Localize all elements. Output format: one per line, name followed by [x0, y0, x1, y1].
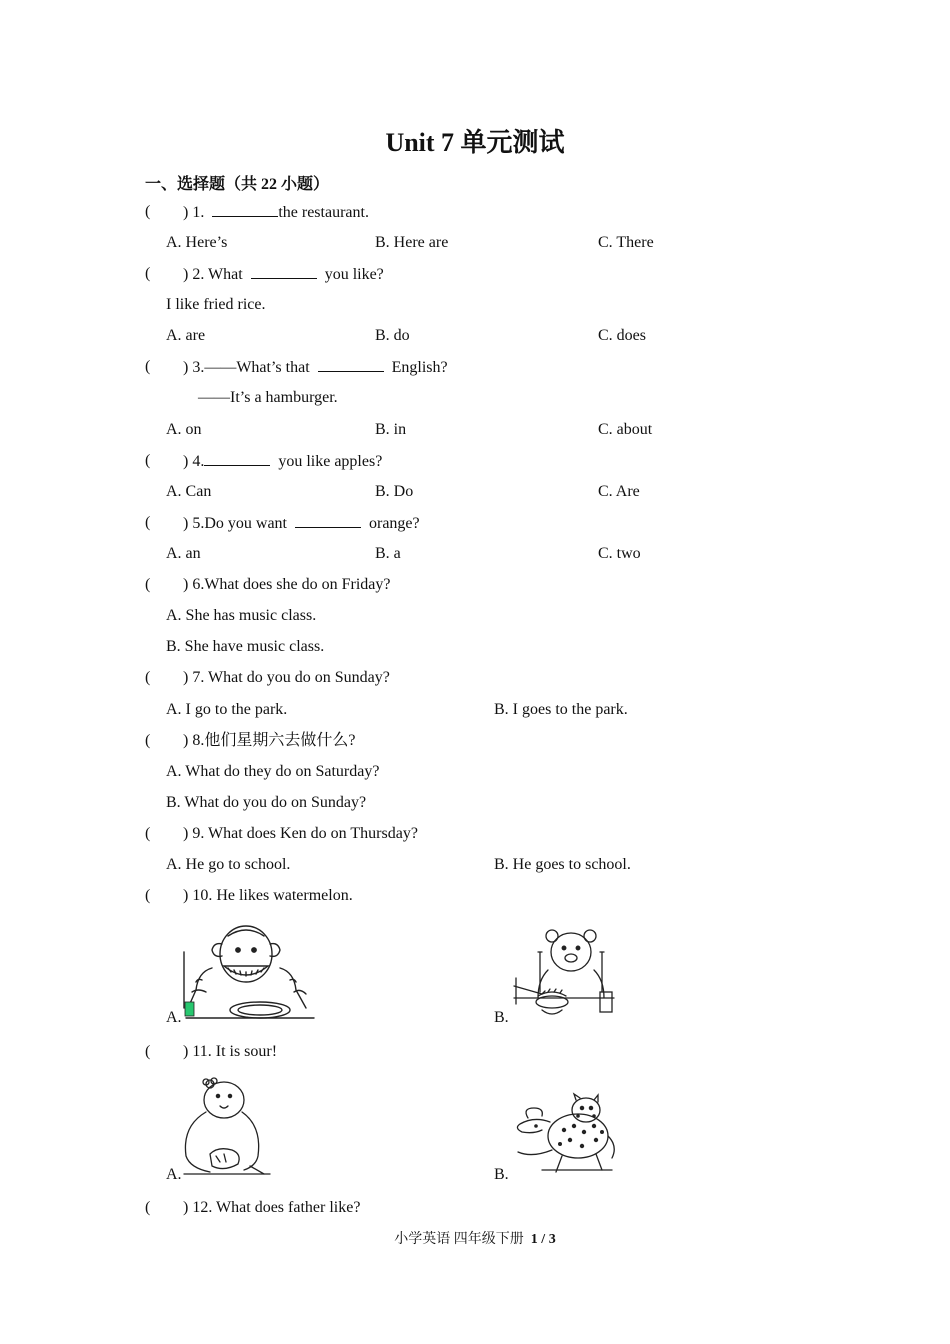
answer-blank[interactable] — [295, 513, 361, 528]
footer-text: 小学英语 四年级下册 — [394, 1232, 524, 1247]
answer-paren: ( — [145, 1199, 151, 1216]
answer-blank[interactable] — [251, 264, 317, 279]
option-a[interactable]: A. I go to the park. — [166, 701, 288, 718]
option-b[interactable]: B. — [494, 1166, 509, 1183]
page-separator: / — [541, 1232, 546, 1247]
option-c[interactable]: C. Are — [598, 483, 640, 500]
answer-blank[interactable] — [318, 357, 384, 372]
answer-blank[interactable] — [204, 451, 270, 466]
question-5 — [0, 513, 950, 533]
option-a[interactable]: A. What do they do on Saturday? — [166, 763, 380, 780]
question-stem: ) 8.他们星期六去做什么? — [183, 732, 356, 749]
answer-paren: ( — [145, 887, 151, 904]
option-b[interactable]: B. do — [375, 327, 410, 344]
answer-paren: ( — [145, 358, 151, 375]
option-b[interactable]: B. Here are — [375, 234, 449, 251]
question-2-options — [0, 326, 950, 346]
answer-paren: ( — [145, 203, 151, 220]
question-8 — [0, 731, 950, 751]
question-4-options — [0, 482, 950, 502]
option-a[interactable]: A. She has music class. — [166, 607, 317, 624]
monkey-eating-watermelon-icon[interactable] — [182, 922, 317, 1022]
bear-at-table-icon[interactable] — [512, 926, 622, 1022]
section-heading: 一、选择题（共 22 小题） — [145, 176, 330, 193]
answer-paren: ( — [145, 514, 151, 531]
question-stem: ) 7. What do you do on Sunday? — [183, 669, 390, 686]
question-6 — [0, 575, 950, 595]
question-stem: ) 4. you like apples? — [183, 453, 383, 470]
question-stem: ) 3.——What’s that English? — [183, 359, 448, 376]
option-c[interactable]: C. two — [598, 545, 641, 562]
question-3-reply: ——It’s a hamburger. — [198, 389, 338, 406]
page-number: 1 — [530, 1232, 538, 1247]
answer-paren: ( — [145, 265, 151, 282]
option-c[interactable]: C. about — [598, 421, 653, 438]
question-stem: ) 11. It is sour! — [183, 1043, 278, 1060]
question-7 — [0, 668, 950, 688]
option-b[interactable]: B. I goes to the park. — [494, 701, 628, 718]
option-b[interactable]: B. a — [375, 545, 401, 562]
option-a[interactable]: A. are — [166, 327, 206, 344]
question-stem: ) 10. He likes watermelon. — [183, 887, 353, 904]
question-11 — [0, 1042, 950, 1062]
answer-paren: ( — [145, 825, 151, 842]
question-stem: ) 2. What you like? — [183, 266, 384, 283]
option-c[interactable]: C. There — [598, 234, 654, 251]
page-total: 3 — [548, 1232, 556, 1247]
answer-paren: ( — [145, 452, 151, 469]
bear-with-flower-icon[interactable] — [180, 1076, 272, 1180]
option-a[interactable]: A. an — [166, 545, 201, 562]
question-7-options — [0, 700, 950, 720]
question-1 — [0, 202, 950, 222]
option-a[interactable]: A. on — [166, 421, 202, 438]
question-4 — [0, 451, 950, 471]
question-3 — [0, 357, 950, 377]
question-9 — [0, 824, 950, 844]
question-stem: ) 1. the restaurant. — [183, 204, 369, 221]
page-title: Unit 7 单元测试 — [385, 128, 565, 157]
question-12 — [0, 1198, 950, 1218]
option-b[interactable]: B. She have music class. — [166, 638, 325, 655]
answer-paren: ( — [145, 669, 151, 686]
option-b[interactable]: B. in — [375, 421, 407, 438]
question-1-options — [0, 233, 950, 253]
option-c[interactable]: C. does — [598, 327, 646, 344]
answer-paren: ( — [145, 1043, 151, 1060]
question-2 — [0, 264, 950, 284]
option-a[interactable]: A. — [166, 1166, 182, 1183]
option-b[interactable]: B. He goes to school. — [494, 856, 631, 873]
option-a[interactable]: A. He go to school. — [166, 856, 291, 873]
page-footer — [0, 1228, 950, 1248]
answer-blank[interactable] — [212, 202, 278, 217]
question-stem: ) 9. What does Ken do on Thursday? — [183, 825, 418, 842]
question-stem: ) 12. What does father like? — [183, 1199, 361, 1216]
question-stem: ) 6.What does she do on Friday? — [183, 576, 391, 593]
question-5-options — [0, 544, 950, 564]
answer-paren: ( — [145, 576, 151, 593]
option-a[interactable]: A. Can — [166, 483, 212, 500]
question-stem: ) 5.Do you want orange? — [183, 515, 420, 532]
option-a[interactable]: A. Here’s — [166, 234, 228, 251]
option-a[interactable]: A. — [166, 1009, 182, 1026]
option-b[interactable]: B. What do you do on Sunday? — [166, 794, 367, 811]
question-3-options — [0, 420, 950, 440]
question-9-options — [0, 855, 950, 875]
answer-paren: ( — [145, 732, 151, 749]
option-b[interactable]: B. — [494, 1009, 509, 1026]
question-10 — [0, 886, 950, 906]
option-b[interactable]: B. Do — [375, 483, 414, 500]
question-2-reply: I like fried rice. — [166, 296, 266, 313]
leopard-icon[interactable] — [512, 1092, 618, 1178]
